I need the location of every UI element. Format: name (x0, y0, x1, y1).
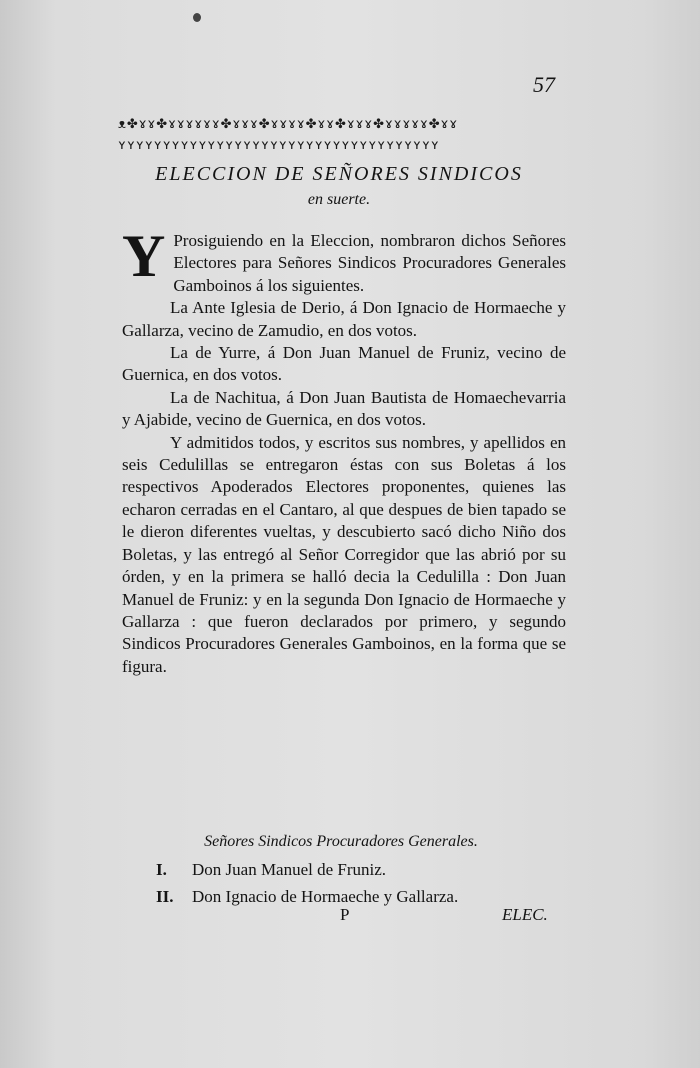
paragraph-3: La de Yurre, á Don Juan Manuel de Fruniz, vecino de Guernica, en dos votos. (122, 343, 566, 385)
page-number: 57 (533, 72, 555, 97)
ink-dot (193, 13, 201, 22)
drop-cap: Y (122, 223, 166, 289)
ornamental-band (118, 116, 560, 154)
catchword: ELEC. (502, 905, 548, 924)
list-name: Don Ignacio de Hormaeche y Gallarza. (192, 887, 459, 906)
list-name: Don Juan Manuel de Fruniz. (192, 860, 387, 879)
ornament-row-top: ᴥ✤ɤɤ✤ɤɤɤɤɤɤ✤ɤɤɤ✤ɤɤɤɤ✤ɤɤ✤ɤɤɤ✤ɤɤɤɤɤ✤ɤɤ (118, 117, 459, 132)
paragraph-1 (122, 223, 566, 297)
list-numeral: II. (156, 887, 174, 906)
names-list (156, 856, 576, 910)
body-text (122, 223, 566, 678)
paragraph-2: La Ante Iglesia de Derio, á Don Ignacio de Hormaeche y Gallarza, vecino de Zamudio, en dos votos. (122, 298, 566, 340)
list-numeral: I. (156, 860, 167, 879)
paragraph-4: La de Nachitua, á Don Juan Bautista de Homaechevarria y Ajabide, vecino de Guernica, en dos votos. (122, 387, 566, 430)
section-heading: ELECCION DE SEÑORES SINDICOS (155, 163, 523, 185)
section-subheading: en suerte. (307, 191, 371, 208)
paragraph-text: Prosiguiendo en la Eleccion, nombraron dichos Señores Electores para Señores Sindicos Procuradores Generales Gamboinos á los siguientes. (173, 231, 566, 295)
ornament-row-bottom: ʏʏʏʏʏʏʏʏʏʏʏʏʏʏʏʏʏʏʏʏʏʏʏʏʏʏʏʏʏʏʏʏʏʏʏʏ (118, 138, 440, 153)
list-item (156, 856, 576, 883)
names-subtitle: Señores Sindicos Procuradores Generales. (204, 833, 478, 850)
signature-mark: P (340, 905, 350, 924)
paragraph-5: Y admitidos todos, y escritos sus nombres, y apellidos en seis Cedulillas se entregaron éstas con sus Boletas á los respectivos Apoderados Electores proponentes, quienes las echaron cerradas en el Cantaro, al que despues de bien tapado se le dieron diferentes vueltas, y descubierto sacó dicho Niño dos Boletas, y las entregó al Señor Corregidor que las abrió por su órden, y en la primera se halló decia la Cedulilla : Don Juan Manuel de Fruniz: y en la segunda Don Ignacio de Hormaeche y Gallarza : que fueron declarados por primero, y segundo Sindicos Procuradores Generales Gamboinos, en la forma que se figura. (122, 432, 566, 676)
